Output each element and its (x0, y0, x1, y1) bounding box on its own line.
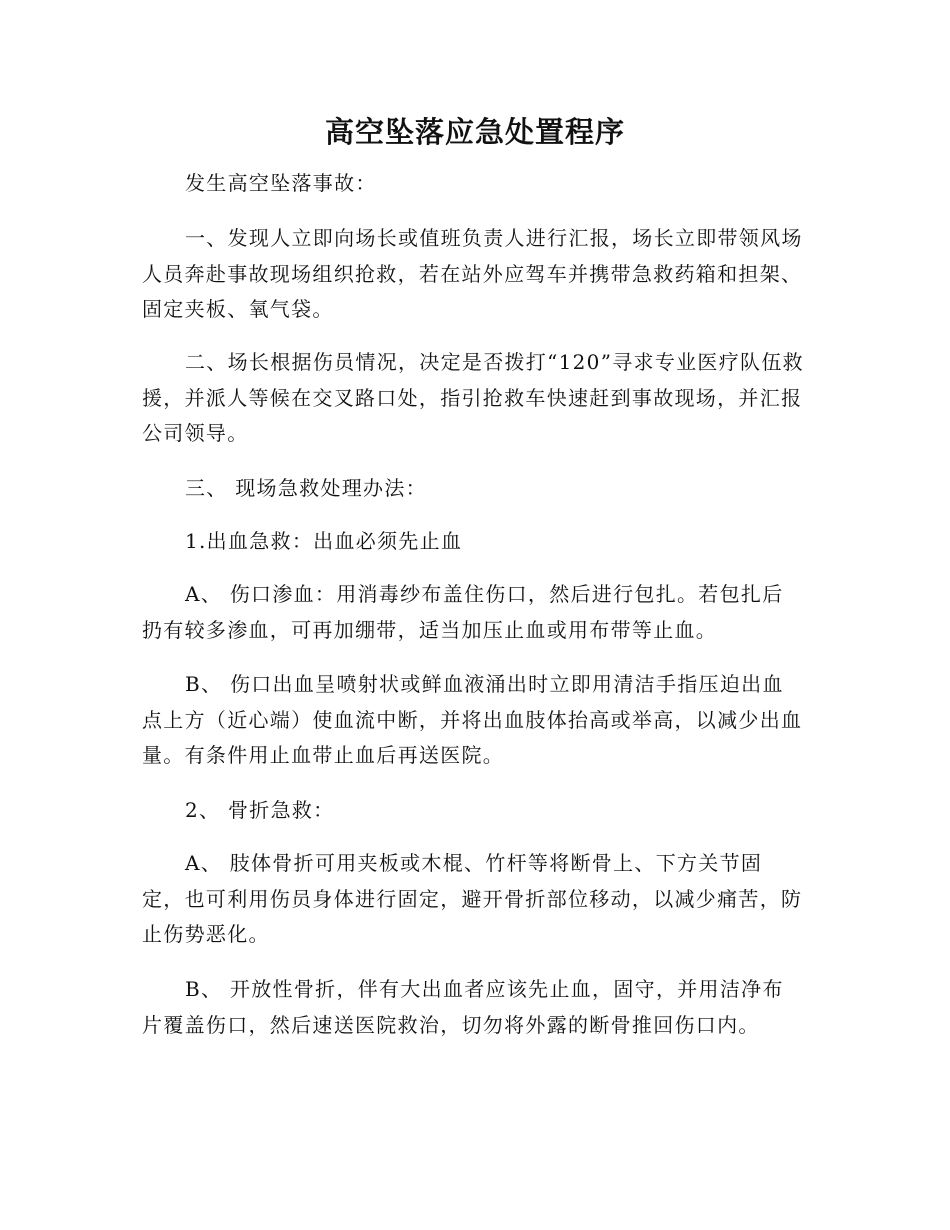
page-title: 高空坠落应急处置程序 (324, 115, 625, 149)
paragraph-bleeding-a: A、 伤口渗血：用消毒纱布盖住伤口，然后进行包扎。若包扎后扔有较多渗血，可再加绷带，适当加压止血或用布带等止血。 (142, 582, 784, 642)
paragraph-bleeding-heading: 1.出血急救：出血必须先止血 (185, 529, 463, 553)
paragraph-bleeding-b: B、 伤口出血呈喷射状或鲜血液涌出时立即用清洁手指压迫出血点上方（近心端）使血流中断，并将出血肢体抬高或举高，以减少出血量。有条件用止血带止血后再送医院。 (142, 672, 803, 767)
paragraph-intro: 发生高空坠落事故： (185, 171, 377, 195)
paragraph-step-1: 一、发现人立即向场长或值班负责人进行汇报，场长立即带领风场人员奔赴事故现场组织抢救，若在站外应驾车并携带急救药箱和担架、固定夹板、氧气袋。 (142, 226, 803, 321)
paragraph-step-3-heading: 三、 现场急救处理办法： (185, 476, 427, 500)
paragraph-fracture-a: A、 肢体骨折可用夹板或木棍、竹杆等将断骨上、下方关节固定，也可利用伤员身体进行固定，避开骨折部位移动，以减少痛苦，防止伤势恶化。 (142, 851, 803, 946)
paragraph-fracture-b: B、 开放性骨折，伴有大出血者应该先止血，固守，并用洁净布片覆盖伤口，然后速送医院救治，切勿将外露的断骨推回伤口内。 (142, 977, 784, 1037)
paragraph-step-2: 二、场长根据伤员情况，决定是否拨打“120”寻求专业医疗队伍救援，并派人等候在交叉路口处，指引抢救车快速赶到事故现场，并汇报公司领导。 (142, 350, 804, 445)
paragraph-fracture-heading: 2、 骨折急救： (185, 798, 335, 822)
